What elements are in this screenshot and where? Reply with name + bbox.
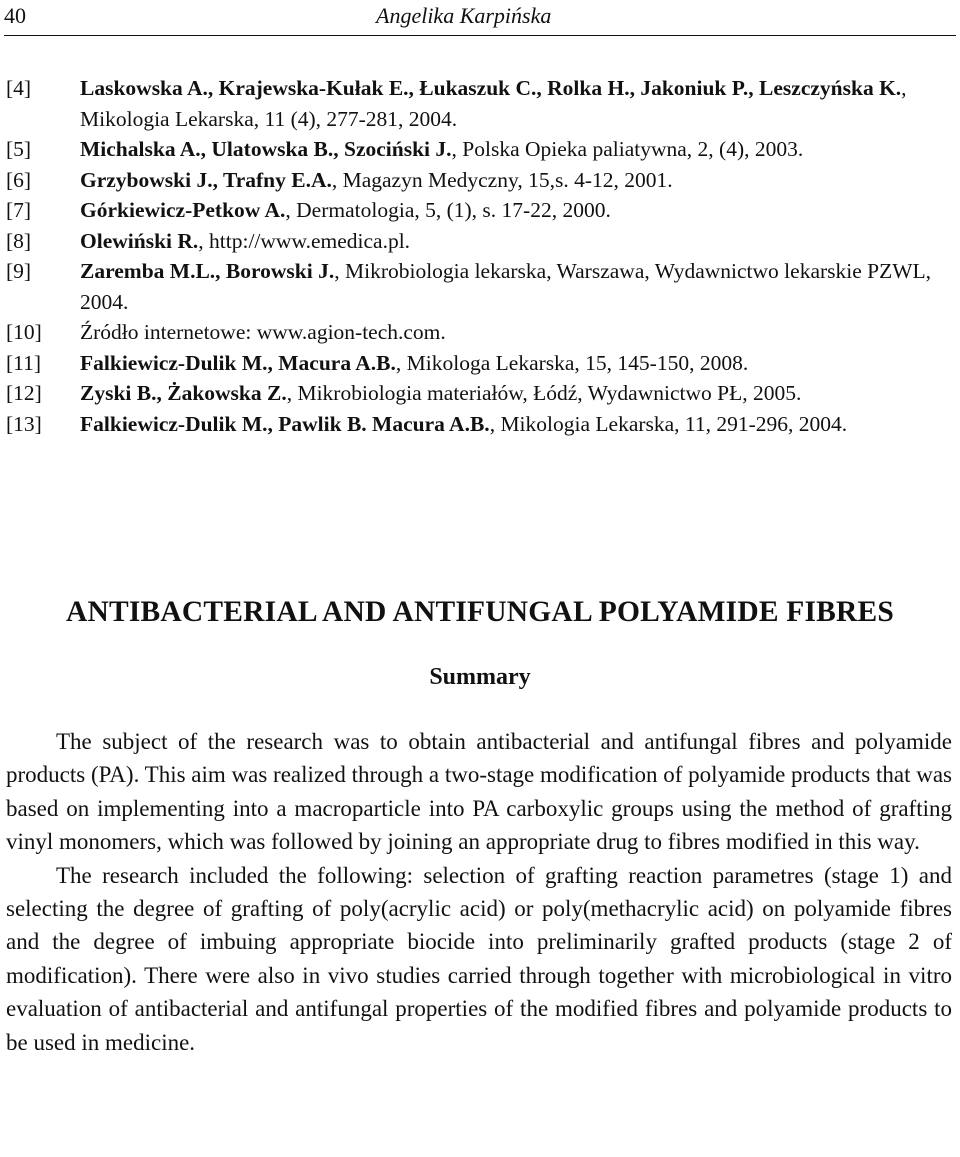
reference-source: , Mikologia Lekarska, 11 (4), 277-281, 2004.	[80, 76, 907, 131]
reference-text	[80, 256, 954, 317]
reference-authors: Olewiński R.	[80, 228, 199, 253]
reference-item	[6, 409, 954, 440]
summary-body	[6, 725, 952, 1059]
running-head-author: Angelika Karpińska	[376, 3, 552, 28]
header-divider	[4, 35, 956, 36]
reference-authors: Zaremba M.L., Borowski J.	[80, 259, 335, 283]
reference-text	[80, 409, 954, 440]
reference-number: [12]	[6, 381, 42, 405]
reference-text	[80, 226, 954, 257]
reference-authors: Grzybowski J., Trafny E.A.	[80, 167, 332, 192]
reference-authors: Falkiewicz-Dulik M., Pawlik B. Macura A.B.	[80, 411, 490, 436]
reference-item	[6, 378, 954, 409]
reference-source: , http://www.emedica.pl.	[198, 228, 411, 253]
summary-paragraph: The subject of the research was to obtain antibacterial and antifungal fibres and polyamide products (PA). This aim was realized through a two-stage modification of polyamide products that was based on implementing into a macroparticle into PA carboxylic groups using the method of grafting vinyl monomers, which was followed by joining an appropriate drug to fibres modified in this way.	[6, 729, 952, 855]
reference-text	[80, 134, 954, 165]
reference-number: [7]	[6, 198, 32, 222]
reference-number: [6]	[6, 167, 32, 192]
reference-number: [8]	[6, 228, 32, 253]
reference-number: [13]	[6, 411, 42, 436]
page-header	[4, 2, 954, 32]
reference-text	[80, 165, 954, 196]
summary-paragraph: The research included the following: selection of grafting reaction parametres (stage 1) and selecting the degree of grafting of poly(acrylic acid) or poly(methacrylic acid) on polyamide fibres and the degree of imbuing appropriate biocide into preliminarily grafted products (stage 2 of modification). There were also in vivo studies carried through together with microbiological in vitro evaluation of antibacterial and antifungal properties of the modified fibres and polyamide products to be used in medicine.	[6, 862, 952, 1055]
reference-source: Źródło internetowe: www.agion-tech.com.	[80, 320, 446, 344]
reference-source: , Mikologia Lekarska, 11, 291-296, 2004.	[489, 411, 848, 436]
reference-authors: Zyski B., Żakowska Z.	[80, 381, 287, 405]
reference-text	[80, 348, 954, 379]
reference-item	[6, 256, 954, 317]
reference-source: , Magazyn Medyczny, 15,s. 4-12, 2001.	[331, 167, 673, 192]
reference-text	[80, 378, 954, 409]
reference-item	[6, 73, 954, 134]
reference-item	[6, 226, 954, 257]
reference-authors: Falkiewicz-Dulik M., Macura A.B.	[80, 350, 396, 375]
reference-authors: Michalska A., Ulatowska B., Szociński J.	[80, 137, 452, 161]
reference-source: , Mikrobiologia materiałów, Łódź, Wydawnictwo PŁ, 2005.	[286, 381, 802, 405]
paper-title: ANTIBACTERIAL AND ANTIFUNGAL POLYAMIDE FIBRES	[65, 596, 895, 628]
reference-source: , Mikologa Lekarska, 15, 145-150, 2008.	[395, 350, 749, 375]
reference-authors: Górkiewicz-Petkow A.	[80, 198, 286, 222]
reference-item	[6, 165, 954, 196]
reference-text	[80, 73, 954, 134]
reference-source: , Mikrobiologia lekarska, Warszawa, Wydawnictwo lekarskie PZWL, 2004.	[80, 259, 932, 314]
reference-list	[6, 73, 954, 439]
reference-item	[6, 317, 954, 348]
reference-authors: Laskowska A., Krajewska-Kułak E., Łukaszuk C., Rolka H., Jakoniuk P., Leszczyńska K.	[80, 76, 902, 100]
reference-number: [9]	[6, 259, 32, 283]
reference-text	[80, 195, 954, 226]
reference-source: , Dermatologia, 5, (1), s. 17-22, 2000.	[285, 198, 611, 222]
reference-source: , Polska Opieka paliatywna, 2, (4), 2003.	[451, 137, 804, 161]
reference-item	[6, 195, 954, 226]
reference-number: [10]	[6, 320, 42, 344]
reference-number: [5]	[6, 137, 32, 161]
summary-heading: Summary	[429, 664, 531, 690]
reference-number: [11]	[6, 350, 42, 375]
reference-number: [4]	[6, 76, 32, 100]
page-number: 40	[4, 3, 26, 28]
reference-item	[6, 348, 954, 379]
reference-item	[6, 134, 954, 165]
reference-text	[80, 317, 954, 348]
